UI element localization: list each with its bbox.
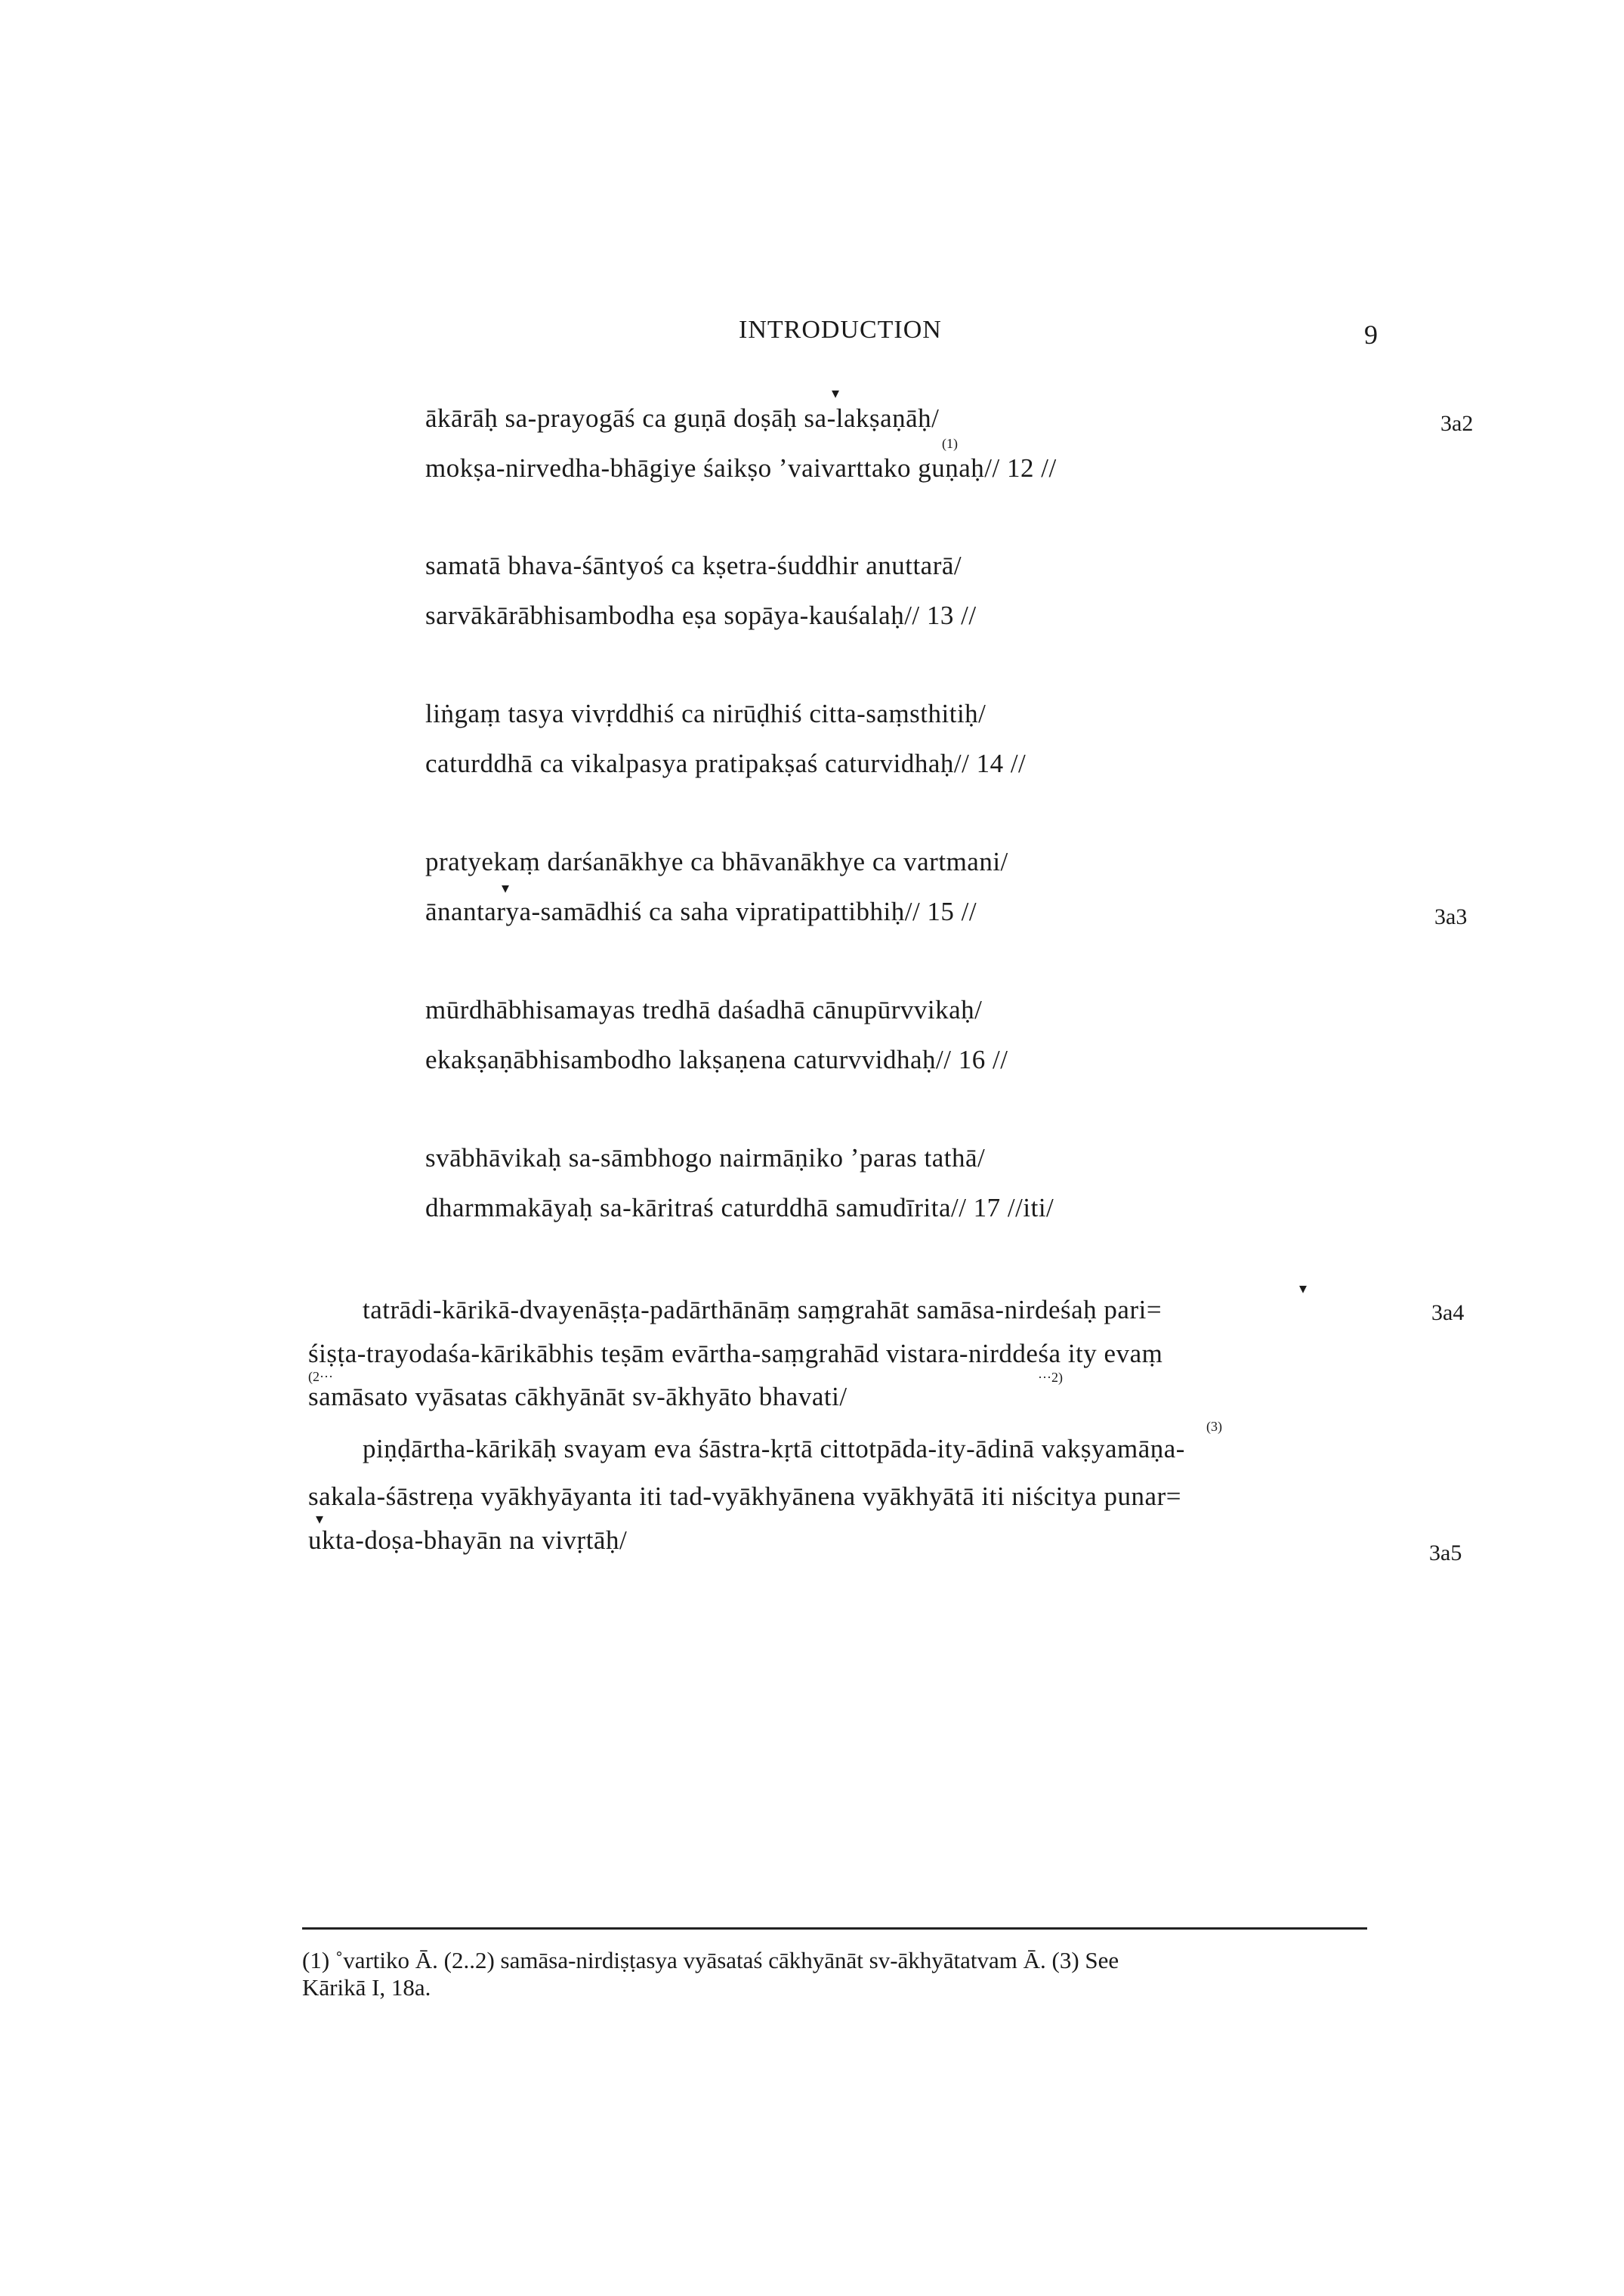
caret-mark: ▾: [316, 1511, 324, 1528]
verse-12-line-2: mokṣa-nirvedha-bhāgiye śaikṣo ’vaivarttako guṇaḥ// 12 //: [425, 453, 1057, 483]
verse-15-line-2: ānantarya-samādhiś ca saha vipratipattibhiḥ// 15 //: [425, 897, 977, 926]
footnote-marker-2-close: ···2): [1038, 1370, 1063, 1385]
margin-ref-3a2: 3a2: [1440, 411, 1474, 436]
page-number: 9: [1364, 320, 1378, 350]
verse-14-line-1: liṅgaṃ tasya vivṛddhiś ca nirūḍhiś citta-saṃsthitiḥ/: [425, 699, 986, 728]
verse-17-line-2: dharmmakāyaḥ sa-kāritraś caturddhā samudīrita// 17 //iti/: [425, 1193, 1054, 1222]
margin-ref-3a4: 3a4: [1431, 1300, 1465, 1325]
footnote-line-2: Kārikā I, 18a.: [302, 1974, 431, 2001]
margin-ref-3a5: 3a5: [1429, 1540, 1462, 1565]
verse-17-line-1: svābhāvikaḥ sa-sāmbhogo nairmāṇiko ’paras tathā/: [425, 1143, 986, 1173]
running-title: INTRODUCTION: [739, 316, 942, 344]
footnote-marker-3: (3): [1206, 1419, 1222, 1434]
prose-p1-line-1: tatrādi-kārikā-dvayenāṣṭa-padārthānāṃ saṃgrahāt samāsa-nirdeśaḥ pari=: [363, 1295, 1162, 1324]
verse-14-line-2: caturddhā ca vikalpasya pratipakṣaś caturvidhaḥ// 14 //: [425, 749, 1027, 778]
prose-p2-line-1: piṇḍārtha-kārikāḥ svayam eva śāstra-kṛtā cittotpāda-ity-ādinā vakṣyamāṇa-: [363, 1434, 1185, 1463]
margin-ref-3a3: 3a3: [1434, 904, 1468, 929]
verse-13-line-2: sarvākārābhisambodha eṣa sopāya-kauśalaḥ// 13 //: [425, 601, 977, 630]
footnote-marker-2-open: (2···: [308, 1369, 333, 1384]
caret-mark: ▾: [832, 385, 840, 402]
prose-p2-line-3: ukta-doṣa-bhayān na vivṛtāḥ/: [308, 1525, 628, 1555]
prose-p1-line-2: śiṣṭa-trayodaśa-kārikābhis teṣām evārtha-saṃgrahād vistara-nirddeśa ity evaṃ: [308, 1339, 1163, 1368]
verse-13-line-1: samatā bhava-śāntyoś ca kṣetra-śuddhir anuttarā/: [425, 551, 962, 580]
prose-p1-line-3: samāsato vyāsatas cākhyānāt sv-ākhyāto bhavati/: [308, 1382, 848, 1411]
caret-mark: ▾: [1299, 1281, 1308, 1297]
verse-12-line-1: ākārāḥ sa-prayogāś ca guṇā doṣāḥ sa-lakṣaṇāḥ/: [425, 403, 940, 433]
prose-p2-line-2: sakala-śāstreṇa vyākhyāyanta iti tad-vyākhyānena vyākhyātā iti niścitya punar=: [308, 1482, 1181, 1511]
verse-16-line-1: mūrdhābhisamayas tredhā daśadhā cānupūrvvikaḥ/: [425, 995, 983, 1024]
footnote-divider: [302, 1927, 1367, 1930]
verse-15-line-1: pratyekaṃ darśanākhye ca bhāvanākhye ca vartmani/: [425, 847, 1008, 876]
verse-16-line-2: ekakṣaṇābhisambodho lakṣaṇena caturvvidhaḥ// 16 //: [425, 1045, 1008, 1074]
footnote-line-1: (1) ˚vartiko Ā. (2..2) samāsa-nirdiṣṭasya vyāsataś cākhyānāt sv-ākhyātatvam Ā. (3) See: [302, 1947, 1119, 1973]
caret-mark: ▾: [502, 880, 510, 897]
footnote-marker-1: (1): [942, 436, 958, 451]
